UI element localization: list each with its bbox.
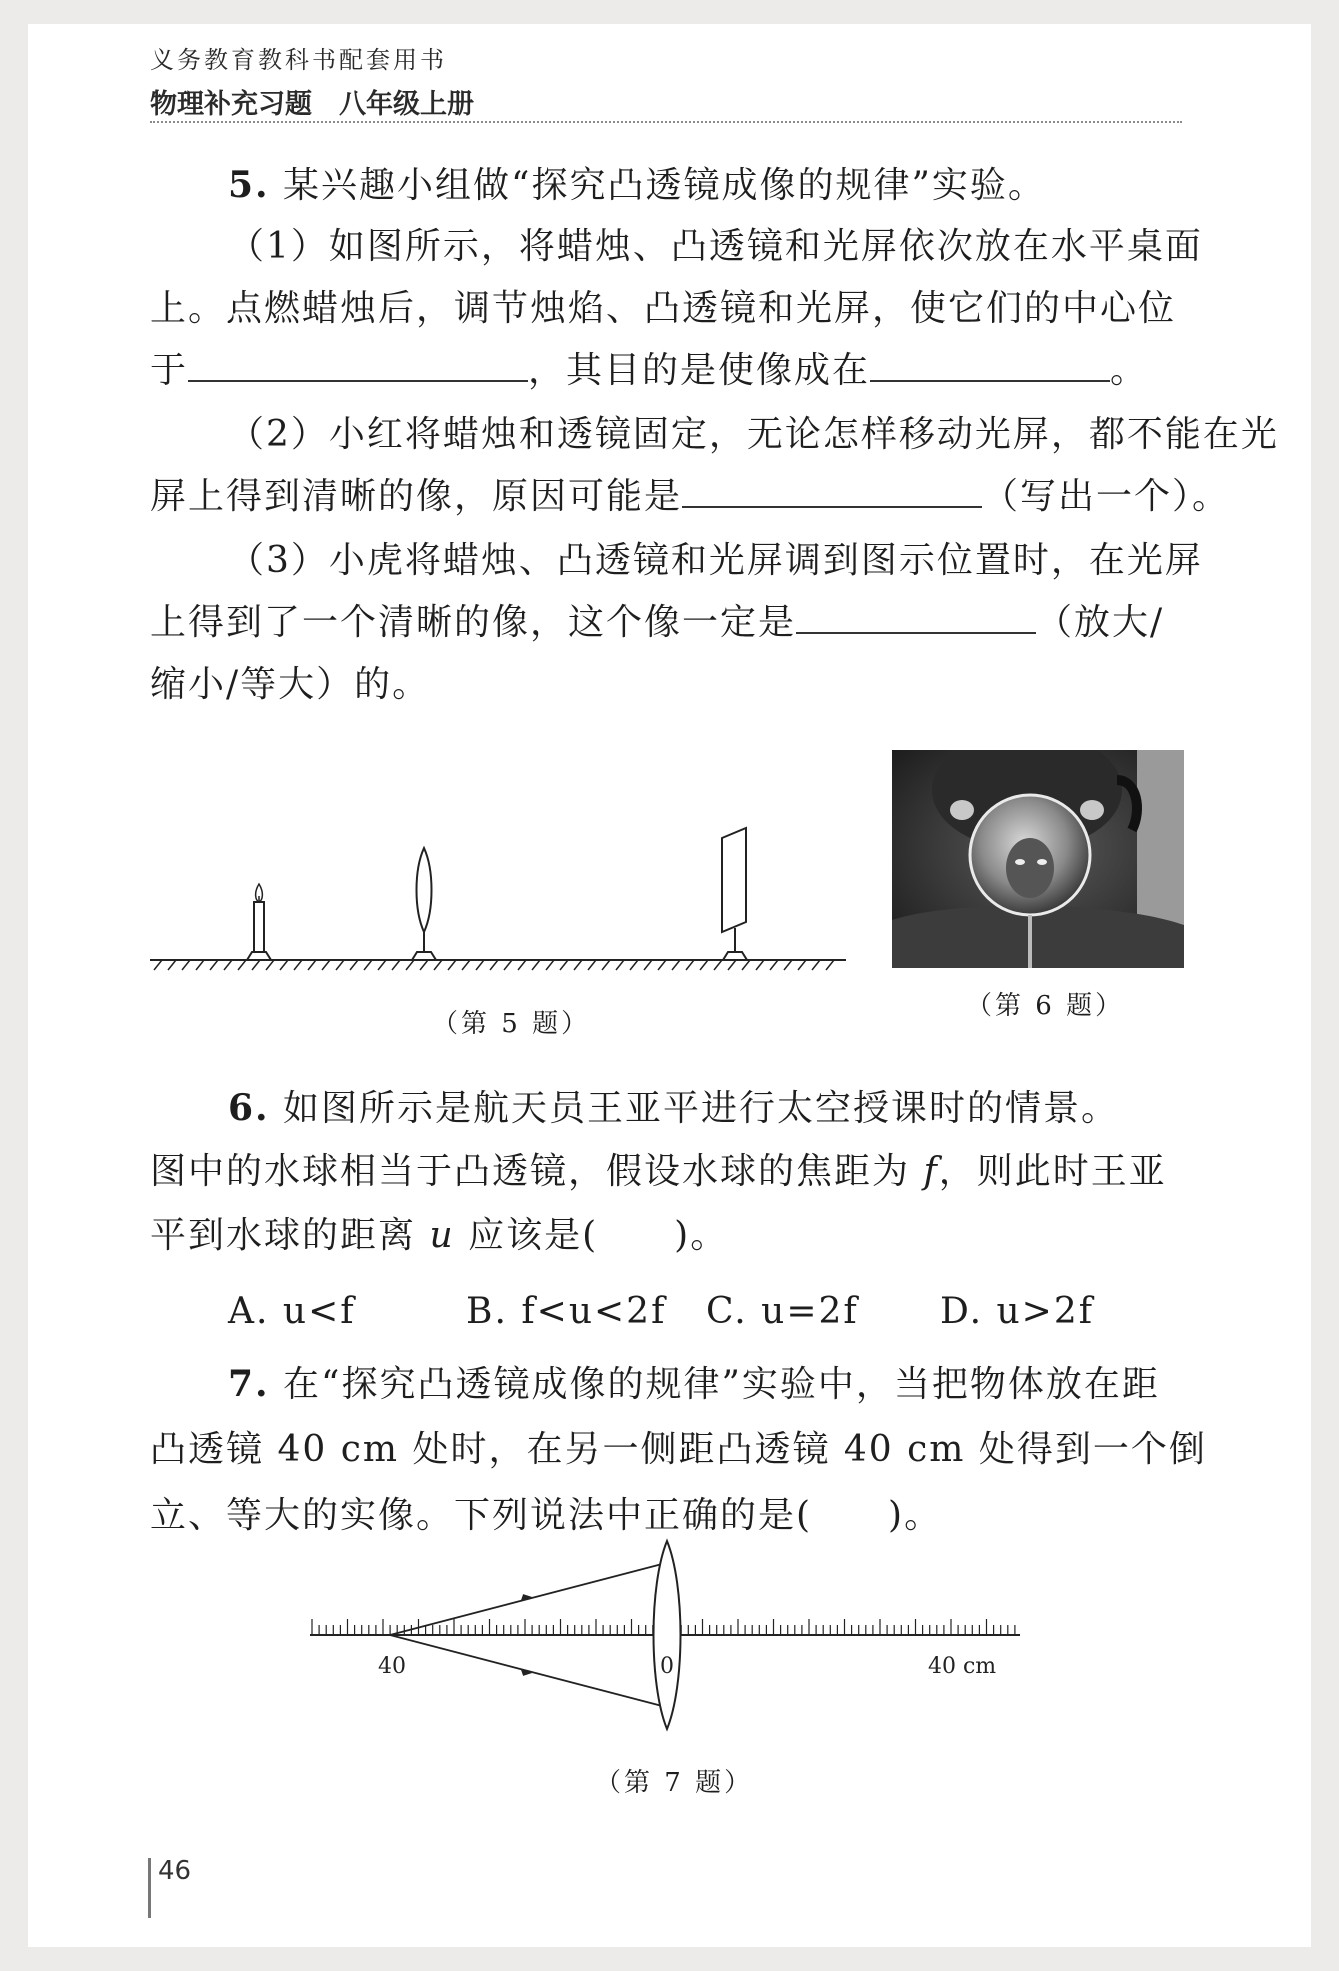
light-screen-icon [722, 828, 747, 960]
q5-p2-line2 [150, 475, 1230, 519]
q5-p3-line1: （3）小虎将蜡烛、凸透镜和光屏调到图示位置时，在光屏 [228, 540, 1203, 581]
q5-blank-3[interactable] [682, 476, 982, 508]
convex-lens-icon [412, 848, 436, 960]
q5-p1-text-a: 于 [150, 350, 189, 391]
ruler-label-zero: 0 [660, 1654, 674, 1679]
q7-number: 7. [228, 1363, 270, 1405]
q5-stem-line [228, 163, 1046, 208]
q5-p3-line3: 缩小/等大）的。 [150, 664, 431, 705]
q5-p3-text-b: （放大/ [1036, 602, 1165, 643]
q5-number: 5. [228, 164, 270, 206]
q6-text-2b: ，则此时王亚 [938, 1151, 1167, 1192]
q5-p2-line1: （2）小红将蜡烛和透镜固定，无论怎样移动光屏，都不能在光 [228, 414, 1279, 455]
q6-option-a[interactable]: A. u<f [228, 1291, 356, 1332]
header-divider [150, 121, 1182, 123]
q5-p2-text-b: （写出一个）。 [982, 476, 1231, 517]
q6-text-2a: 图中的水球相当于凸透镜，假设水球的焦距为 [150, 1151, 911, 1192]
q5-blank-1[interactable] [188, 350, 528, 382]
q7-line1 [228, 1362, 1160, 1407]
q6-line2 [150, 1150, 1167, 1194]
q6-text-3a: 平到水球的距离 [150, 1215, 417, 1256]
q5-optical-bench-figure [148, 810, 848, 980]
q6-photo-water-ball [892, 750, 1184, 968]
q6-number: 6. [228, 1087, 270, 1129]
q7-line3: 立、等大的实像。下列说法中正确的是( )。 [150, 1495, 943, 1536]
ruler-label-left: 40 [378, 1654, 406, 1679]
q6-option-b[interactable]: B. f<u<2f [466, 1291, 667, 1332]
q7-ruler-lens-figure [300, 1535, 1030, 1735]
page-number-bar [148, 1858, 151, 1918]
q7-caption: （第 7 题） [595, 1768, 754, 1798]
q5-p3-line2 [150, 601, 1164, 645]
q7-text-1: 在“探究凸透镜成像的规律”实验中，当把物体放在距 [283, 1364, 1160, 1405]
q6-caption: （第 6 题） [966, 991, 1125, 1021]
q6-line3 [150, 1214, 728, 1258]
q5-p1-text-b: ，其目的是使像成在 [528, 350, 871, 391]
q5-blank-2[interactable] [870, 350, 1110, 382]
q6-option-d[interactable]: D. u>2f [940, 1291, 1095, 1332]
q5-p1-line1: （1）如图所示，将蜡烛、凸透镜和光屏依次放在水平桌面 [228, 226, 1203, 267]
q6-symbol-f: f [923, 1151, 939, 1192]
q6-option-c[interactable]: C. u=2f [706, 1291, 859, 1332]
header-series: 义务教育教科书配套用书 [150, 46, 447, 74]
q5-p1-line2: 上。点燃蜡烛后，调节烛焰、凸透镜和光屏，使它们的中心位 [150, 288, 1177, 329]
q5-caption: （第 5 题） [432, 1009, 591, 1039]
q6-symbol-u: u [429, 1215, 455, 1256]
q5-stem: 某兴趣小组做“探究凸透镜成像的规律”实验。 [283, 165, 1046, 206]
q6-line1 [228, 1086, 1119, 1131]
q6-text-1: 如图所示是航天员王亚平进行太空授课时的情景。 [283, 1088, 1120, 1129]
q5-blank-4[interactable] [796, 602, 1036, 634]
page-number: 46 [158, 1856, 192, 1886]
candle-icon [247, 884, 271, 960]
ruler-label-right: 40 cm [928, 1654, 997, 1679]
q5-p2-text-a: 屏上得到清晰的像，原因可能是 [150, 476, 683, 517]
header-title: 物理补充习题 八年级上册 [150, 89, 474, 120]
convex-lens-icon [654, 1541, 681, 1729]
q5-p3-text-a: 上得到了一个清晰的像，这个像一定是 [150, 602, 797, 643]
q6-text-3b: 应该是( )。 [468, 1215, 729, 1256]
q5-p1-line3 [150, 349, 1148, 393]
q5-p1-text-c: 。 [1110, 350, 1149, 391]
q7-line2: 凸透镜 40 cm 处时，在另一侧距凸透镜 40 cm 处得到一个倒 [150, 1429, 1207, 1470]
